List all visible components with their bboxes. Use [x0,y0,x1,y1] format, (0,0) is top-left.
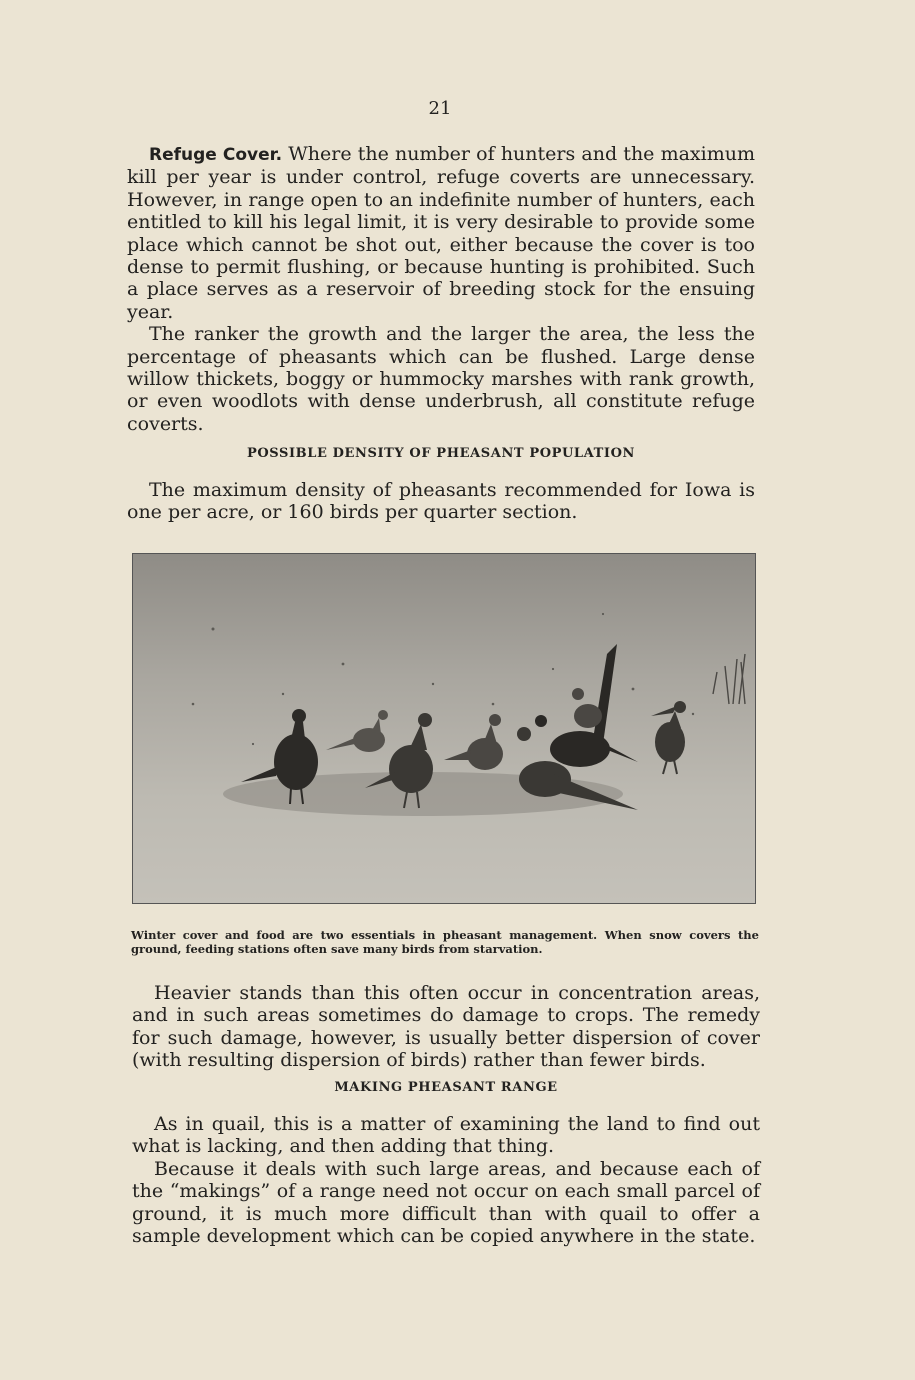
making-range-section [132,1113,760,1247]
density-paragraph: The maximum density of pheasants recommended for Iowa is one per acre, or 160 birds per quarter section. [127,479,755,524]
after-figure-block [132,982,760,1072]
refuge-cover-section [127,143,755,435]
heavier-stands-paragraph: Heavier stands than this often occur in concentration areas, and in such areas sometimes do damage to crops. The remedy for such damage, however, is usually better dispersion of cover (with resulting dispersion of birds) rather than fewer birds. [132,982,760,1072]
refuge-cover-paragraph [127,143,755,323]
making-range-heading: MAKING PHEASANT RANGE [334,1080,558,1095]
pheasants-in-snow-photo [132,553,756,904]
refuge-cover-runin-heading: Refuge Cover. [149,145,283,165]
density-paragraph-block [127,479,755,524]
refuge-cover-text: Where the number of hunters and the maximum kill per year is under control, refuge coverts are unnecessary. However, in range open to an indefinite number of hunters, each entitled to kill his legal limit, it is very desirable to provide some place which cannot be shot out, either because the cover is too dense to permit flushing, or because hunting is prohibited. Such a place serves as a reservoir of breeding stock for the ensuing year. [127,143,755,323]
density-heading: POSSIBLE DENSITY OF PHEASANT POPULATION [246,446,636,461]
page-number: 21 [428,98,452,119]
pheasant-photo-illustration [133,554,755,903]
making-range-paragraph-1: As in quail, this is a matter of examining the land to find out what is lacking, and then adding that thing. [132,1113,760,1158]
making-range-paragraph-2: Because it deals with such large areas, and because each of the “makings” of a range need not occur on each small parcel of ground, it is much more difficult than with quail to offer a sample development which can be copied anywhere in the state. [132,1157,760,1248]
refuge-cover-paragraph-2: The ranker the growth and the larger the area, the less the percentage of pheasants which can be flushed. Large dense willow thickets, boggy or hummocky marshes with rank growth, or even woodlots with dense underbrush, all constitute refuge coverts. [127,323,755,435]
figure-caption [131,928,759,956]
figure-caption-text: Winter cover and food are two essentials in pheasant management. When snow covers the ground, feeding stations often save many birds from starvation. [131,928,759,956]
